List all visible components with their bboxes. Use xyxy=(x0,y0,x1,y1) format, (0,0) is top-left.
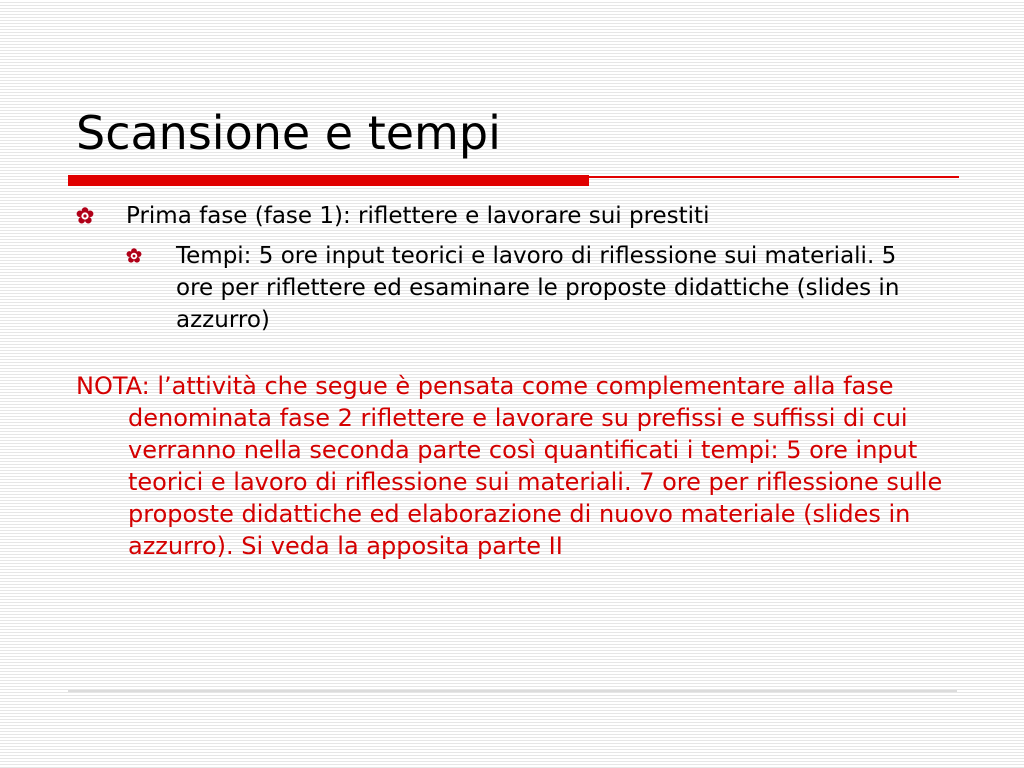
footer-divider xyxy=(68,690,957,692)
slide-title: Scansione e tempi xyxy=(76,106,501,160)
title-underline-thick xyxy=(68,175,589,186)
note-text: NOTA: l’attività che segue è pensata come complementare alla fase denominata fase 2 riflettere e lavorare su prefissi e suffissi di cui verranno nella seconda parte così quantificati i tempi: 5 ore input teorici e lavoro di riflessione sui materiali. 7 ore per riflessione sulle proposte didattiche ed elaborazione di nuovo materiale (slides in azzurro). Si veda la apposita parte II xyxy=(76,372,943,560)
flower-bullet-icon xyxy=(76,200,96,232)
bullet-level-2 xyxy=(126,240,916,336)
bullet-text: Prima fase (fase 1): riflettere e lavorare sui prestiti xyxy=(126,203,710,229)
bullet-level-1 xyxy=(76,200,936,232)
flower-bullet-icon xyxy=(126,240,146,272)
title-underline-thin xyxy=(589,176,959,178)
bullet-text: Tempi: 5 ore input teorici e lavoro di riflessione sui materiali. 5 ore per riflettere ed esaminare le proposte didattiche (slides in azzurro) xyxy=(176,243,900,333)
